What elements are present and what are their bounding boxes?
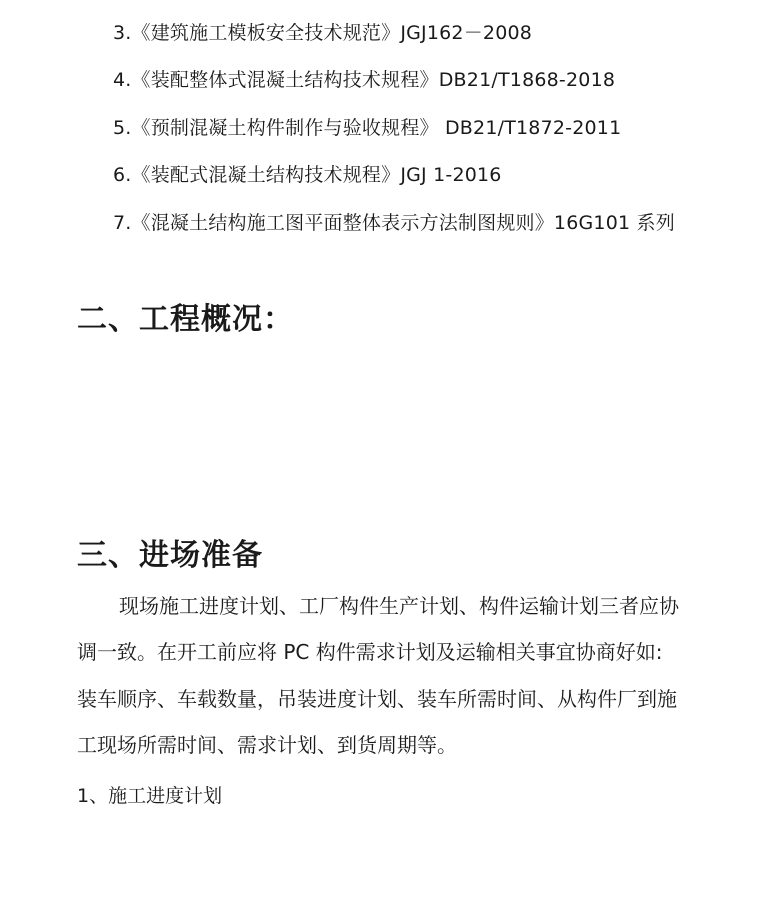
paragraph-line-1: 现场施工进度计划、工厂构件生产计划、构件运输计划三者应协	[119, 594, 679, 618]
paragraph-line-3: 装车顺序、车载数量，吊装进度计划、装车所需时间、从构件厂到施	[77, 687, 677, 711]
paragraph-line-4: 工现场所需时间、需求计划、到货周期等。	[77, 733, 457, 757]
reference-item-6: 6.《装配式混凝土结构技术规程》JGJ 1-2016	[113, 164, 502, 186]
reference-item-5: 5.《预制混凝土构件制作与验收规程》 DB21/T1872-2011	[113, 117, 622, 139]
paragraph-line-2: 调一致。在开工前应将 PC 构件需求计划及运输相关事宜协商好如:	[77, 640, 663, 664]
reference-item-7: 7.《混凝土结构施工图平面整体表示方法制图规则》16G101 系列	[113, 212, 675, 234]
section-heading-site-preparation: 三、进场准备	[77, 538, 263, 573]
reference-item-4: 4.《装配整体式混凝土结构技术规程》DB21/T1868-2018	[113, 69, 616, 91]
section-heading-project-overview: 二、工程概况：	[77, 302, 294, 337]
subitem-construction-schedule: 1、施工进度计划	[77, 785, 223, 807]
reference-item-3: 3.《建筑施工模板安全技术规范》JGJ162－2008	[113, 22, 533, 44]
